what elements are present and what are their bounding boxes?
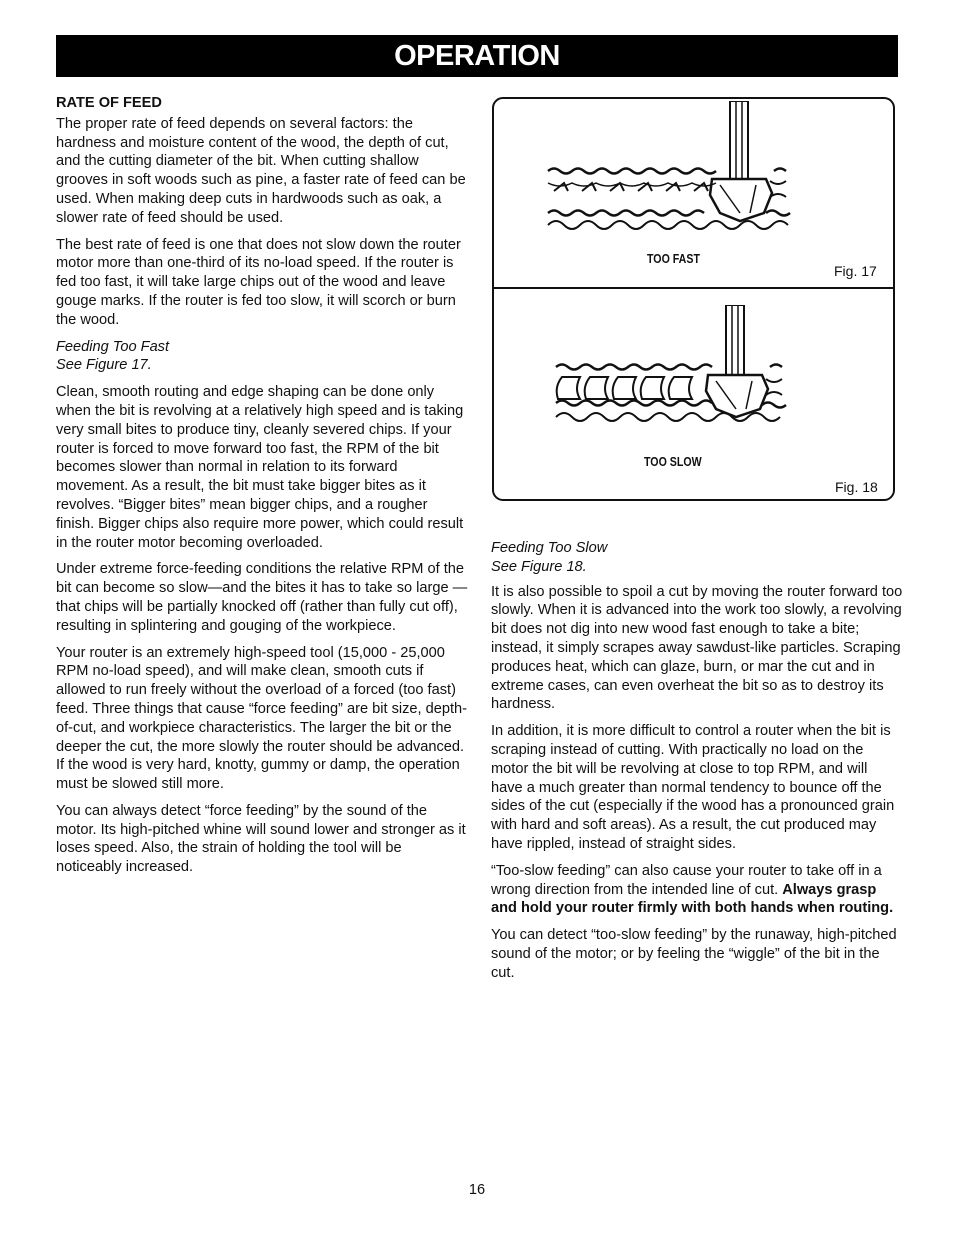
paragraph: Clean, smooth routing and edge shaping can be done only when the bit is revolving at a relatively high speed and is taking very small bites to produce tiny, cleanly severed chips. If your router is forced to move forward too fast, the RPM of the bit becomes slower than normal in relation to its forward movement. As a result, the bit must take bigger bites as it revolves. “Bigger bites” mean bigger chips, and a rougher finish. Bigger chips also require more power, which could result in the router motor becoming overloaded. [56, 384, 464, 551]
paragraph: You can detect “too-slow feeding” by the runaway, high-pitched sound of the motor; or by feeling the “wiggle” of the bit in the cut. [491, 927, 897, 981]
figure-reference: See Figure 18. [491, 558, 587, 575]
left-column [56, 94, 468, 885]
paragraph [491, 862, 903, 918]
too-slow-caption: TOO SLOW [644, 455, 702, 469]
subheading-feeding-too-fast [56, 338, 468, 376]
too-fast-illustration [544, 101, 794, 251]
paragraph: The proper rate of feed depends on several factors: the hardness and moisture content of the wood, the depth of cut, and the cutting diameter of the bit. When cutting shallow grooves in soft woods such as pine, a faster rate of feed can be used. When making deep cuts in hardwoods such as oak, a slower rate of feed should be used. [56, 115, 466, 226]
paragraph-text: “Too-slow feeding” can also cause your router to take off in a wrong direction from the intended line of cut. [491, 862, 882, 898]
safety-warning: Always grasp and hold your router firmly with both hands when routing. [491, 881, 894, 917]
paragraph: Under extreme force-feeding conditions the relative RPM of the bit can become so slow—and the bites it has to take so large — that chips will be partially knocked off (rather than fully cut off), resulting in splintering and gouging of the workpiece. [56, 561, 468, 634]
figure-box [492, 97, 895, 501]
figure-reference: See Figure 17. [56, 357, 152, 374]
subheading-text: Feeding Too Fast [56, 338, 170, 355]
section-title: OPERATION [56, 35, 898, 77]
paragraph: In addition, it is more difficult to control a router when the bit is scraping instead of cutting. With practically no load on the motor the bit will be revolving at close to top RPM, and will have a much greater than normal tendency to bounce off the sides of the cut (especially if the wood has a pronounced grain with hard and soft areas). As a result, the cut produced may have rippled, instead of straight sides. [491, 723, 895, 852]
paragraph: You can always detect “force feeding” by the sound of the motor. Its high-pitched whine will sound lower and stronger as it loses speed. Also, the strain of holding the tool will be noticeably increased. [56, 802, 466, 876]
figure-17-label: Fig. 17 [834, 263, 877, 279]
subheading-text: Feeding Too Slow [491, 540, 608, 556]
paragraph: Your router is an extremely high-speed tool (15,000 - 25,000 RPM no-load speed), and will make clean, smooth cuts if allowed to run freely without the overload of a forced (too fast) feed. Three things that cause “force feeding” are bit size, depth-of-cut, and workpiece characteristics. The larger the bit or the deeper the cut, the more slowly the router should be advanced. If the wood is very hard, knotty, gummy or damp, the operation must be slowed still more. [56, 644, 468, 793]
right-column [491, 539, 903, 991]
subheading-feeding-too-slow [491, 539, 903, 577]
too-slow-illustration [552, 305, 792, 435]
page-number: 16 [468, 1182, 486, 1198]
too-fast-caption: TOO FAST [647, 252, 700, 266]
figure-divider [494, 287, 893, 289]
rate-of-feed-heading: RATE OF FEED [56, 95, 162, 111]
figure-18-label: Fig. 18 [835, 479, 878, 495]
paragraph: The best rate of feed is one that does not slow down the router motor more than one-third of its no-load speed. If the router is fed too fast, it will take large chips out of the wood and leave gouge marks. If the router is fed too slow, it will scorch or burn the wood. [56, 236, 461, 328]
paragraph: It is also possible to spoil a cut by moving the router forward too slowly. When it is advanced into the work too slowly, a revolving bit does not dig into new wood fast enough to take a bite; instead, it simply scrapes away sawdust-like particles. Scraping produces heat, which can glaze, burn, or mar the cut and in extreme cases, can even overheat the bit so as to destroy its hardness. [491, 583, 903, 713]
